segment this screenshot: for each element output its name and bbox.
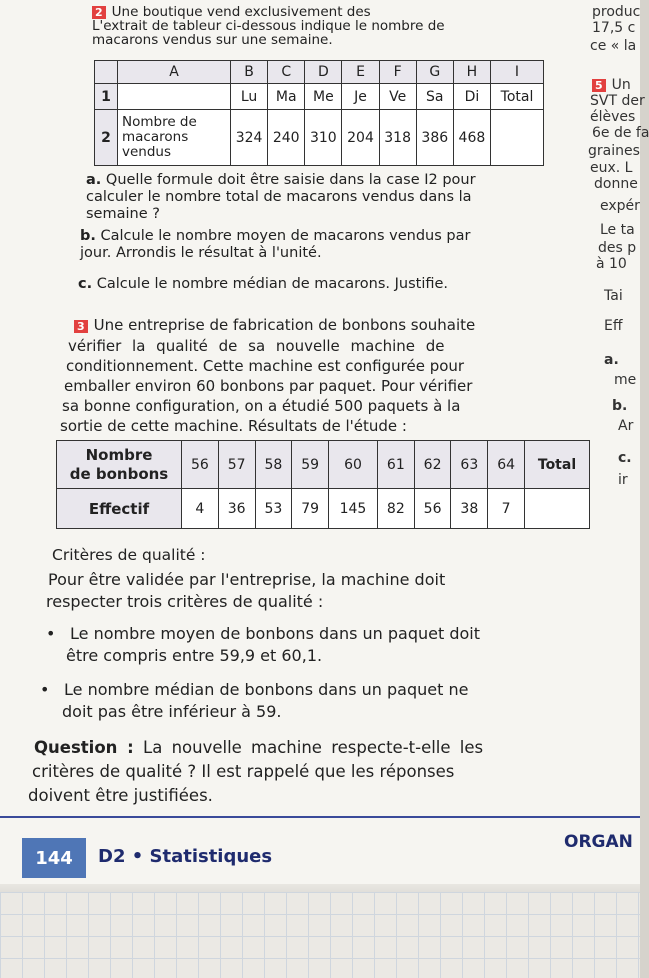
right-text-fragment: SVT der [590, 93, 645, 109]
frequency-cell [525, 489, 590, 529]
candy-table-head-label: Nombre de bonbons [57, 441, 182, 489]
bullet-dot: • [46, 624, 56, 643]
day-cell: Je [342, 84, 379, 110]
value-cell: 240 [268, 110, 305, 166]
chapter-title: D2 • Statistiques [98, 846, 273, 867]
right-text-fragment: Le ta [600, 222, 635, 238]
right-text-fragment: expér [600, 198, 640, 214]
candy-total-header: Total [525, 441, 590, 489]
ex3-line5: sa bonne configuration, on a étudié 500 paquets à la [62, 397, 461, 415]
col-letter: C [268, 61, 305, 84]
criteria-line1: Pour être validée par l'entreprise, la machine doit [48, 570, 446, 589]
row-number: 2 [95, 110, 118, 166]
right-text-fragment: à 10 [596, 256, 627, 272]
row2-label: Nombre de macarons vendus [118, 110, 231, 166]
ex2-intro-line3: macarons vendus sur une semaine. [92, 32, 333, 48]
grid-paper-background [0, 892, 640, 978]
ex3-line1: 3 Une entreprise de fabrication de bonbons souhaite [74, 316, 475, 334]
right-ex-line: 5 Un [592, 77, 631, 93]
right-table-fragment: Eff [604, 318, 623, 334]
right-text-fragment: Ar [618, 418, 634, 434]
right-text-fragment: produc [592, 4, 641, 20]
right-text-fragment: graines [588, 143, 640, 159]
candy-table [56, 440, 590, 529]
right-text-fragment: me [614, 372, 637, 388]
ex2-question-a-line1: a. Quelle formule doit être saisie dans la case I2 pour [86, 172, 476, 188]
footer-right-label: ORGAN [564, 832, 633, 852]
candy-table-row [57, 489, 590, 529]
bullet2-line2: doit pas être inférieur à 59. [62, 702, 282, 721]
col-letter: H [453, 61, 490, 84]
ex3-line4: emballer environ 60 bonbons par paquet. Pour vérifier [64, 377, 473, 395]
candy-table-head-row [57, 441, 590, 489]
spreadsheet-row-2 [95, 110, 544, 166]
right-text-fragment: élèves [590, 109, 636, 125]
day-cell: Ma [268, 84, 305, 110]
ex2-question-a-line2: calculer le nombre total de macarons vendus dans la [86, 189, 472, 205]
frequency-cell: 4 [182, 489, 219, 529]
value-cell: 468 [453, 110, 490, 166]
question-line3: doivent être justifiées. [28, 786, 213, 805]
day-cell: Lu [231, 84, 268, 110]
candy-count-cell: 56 [182, 441, 219, 489]
ex2-question-b-line2: jour. Arrondis le résultat à l'unité. [80, 245, 322, 261]
candy-count-cell: 63 [451, 441, 488, 489]
candy-table-row-label: Effectif [57, 489, 182, 529]
col-letter: B [231, 61, 268, 84]
value-cell: 318 [379, 110, 416, 166]
ex3-line3: conditionnement. Cette machine est configurée pour [66, 357, 465, 375]
bullet1-line1: Le nombre moyen de bonbons dans un paquet doit [70, 624, 480, 643]
ex3-line6: sortie de cette machine. Résultats de l'étude : [60, 417, 407, 435]
frequency-cell: 53 [255, 489, 292, 529]
col-letter: D [305, 61, 342, 84]
spreadsheet-header-row [95, 61, 544, 84]
value-cell: 310 [305, 110, 342, 166]
col-letter: G [416, 61, 453, 84]
candy-count-cell: 57 [218, 441, 255, 489]
col-letter: I [491, 61, 544, 84]
right-text-fragment: a. [604, 352, 619, 368]
question-label: Question : [34, 738, 134, 757]
right-text-fragment: ce « la [590, 38, 637, 54]
frequency-cell: 145 [329, 489, 378, 529]
right-text-fragment: 17,5 c [592, 20, 636, 36]
right-ex-number-badge: 5 [592, 79, 606, 92]
footer-rule [0, 816, 640, 818]
criteria-line2: respecter trois critères de qualité : [46, 592, 324, 611]
right-text-fragment: ir [618, 472, 628, 488]
bullet-dot: • [40, 680, 50, 699]
question-line2: critères de qualité ? Il est rappelé que les réponses [32, 762, 455, 781]
frequency-cell: 56 [414, 489, 451, 529]
value-cell: 324 [231, 110, 268, 166]
right-text-fragment: 6e de fa [592, 125, 649, 141]
ex2-question-c-line1: c. Calcule le nombre médian de macarons. Justifie. [78, 276, 449, 292]
value-cell [491, 110, 544, 166]
day-cell: Di [453, 84, 490, 110]
frequency-cell: 82 [377, 489, 414, 529]
ex2-number-badge: 2 [92, 6, 106, 19]
question-line1: Question : La nouvelle machine respecte-t-elle les [34, 738, 484, 757]
right-text-fragment: des p [598, 240, 637, 256]
row-number: 1 [95, 84, 118, 110]
col-letter: A [118, 61, 231, 84]
frequency-cell: 7 [488, 489, 525, 529]
col-letter: F [379, 61, 416, 84]
frequency-cell: 36 [218, 489, 255, 529]
ex3-number-badge: 3 [74, 320, 88, 333]
candy-count-cell: 62 [414, 441, 451, 489]
day-cell: Total [491, 84, 544, 110]
criteria-title: Critères de qualité : [52, 546, 206, 564]
ex2-question-a-line3: semaine ? [86, 206, 160, 222]
candy-count-cell: 60 [329, 441, 378, 489]
ex2-intro-line2: L'extrait de tableur ci-dessous indique le nombre de [92, 18, 445, 34]
day-cell: Me [305, 84, 342, 110]
day-cell: Ve [379, 84, 416, 110]
bullet2-line1: Le nombre médian de bonbons dans un paquet ne [64, 680, 469, 699]
right-text-fragment: eux. L [590, 160, 633, 176]
ex2-intro-line1: 2 Une boutique vend exclusivement des [92, 4, 371, 20]
ex3-line2: vérifier la qualité de sa nouvelle machine de [68, 337, 445, 355]
value-cell: 386 [416, 110, 453, 166]
right-text-fragment: donne [594, 176, 638, 192]
candy-count-cell: 58 [255, 441, 292, 489]
frequency-cell: 79 [292, 489, 329, 529]
day-cell: Sa [416, 84, 453, 110]
value-cell: 204 [342, 110, 379, 166]
right-text-fragment: c. [618, 450, 632, 466]
page-number-badge: 144 [22, 838, 86, 878]
right-table-fragment: Tai [604, 288, 623, 304]
ex2-question-b-line1: b. Calcule le nombre moyen de macarons vendus par [80, 228, 471, 244]
right-text-fragment: b. [612, 398, 628, 414]
frequency-cell: 38 [451, 489, 488, 529]
col-letter: E [342, 61, 379, 84]
spreadsheet-row-1 [95, 84, 544, 110]
spreadsheet-table [94, 60, 544, 166]
bullet1-line2: être compris entre 59,9 et 60,1. [66, 646, 323, 665]
candy-count-cell: 64 [488, 441, 525, 489]
candy-count-cell: 61 [377, 441, 414, 489]
candy-count-cell: 59 [292, 441, 329, 489]
